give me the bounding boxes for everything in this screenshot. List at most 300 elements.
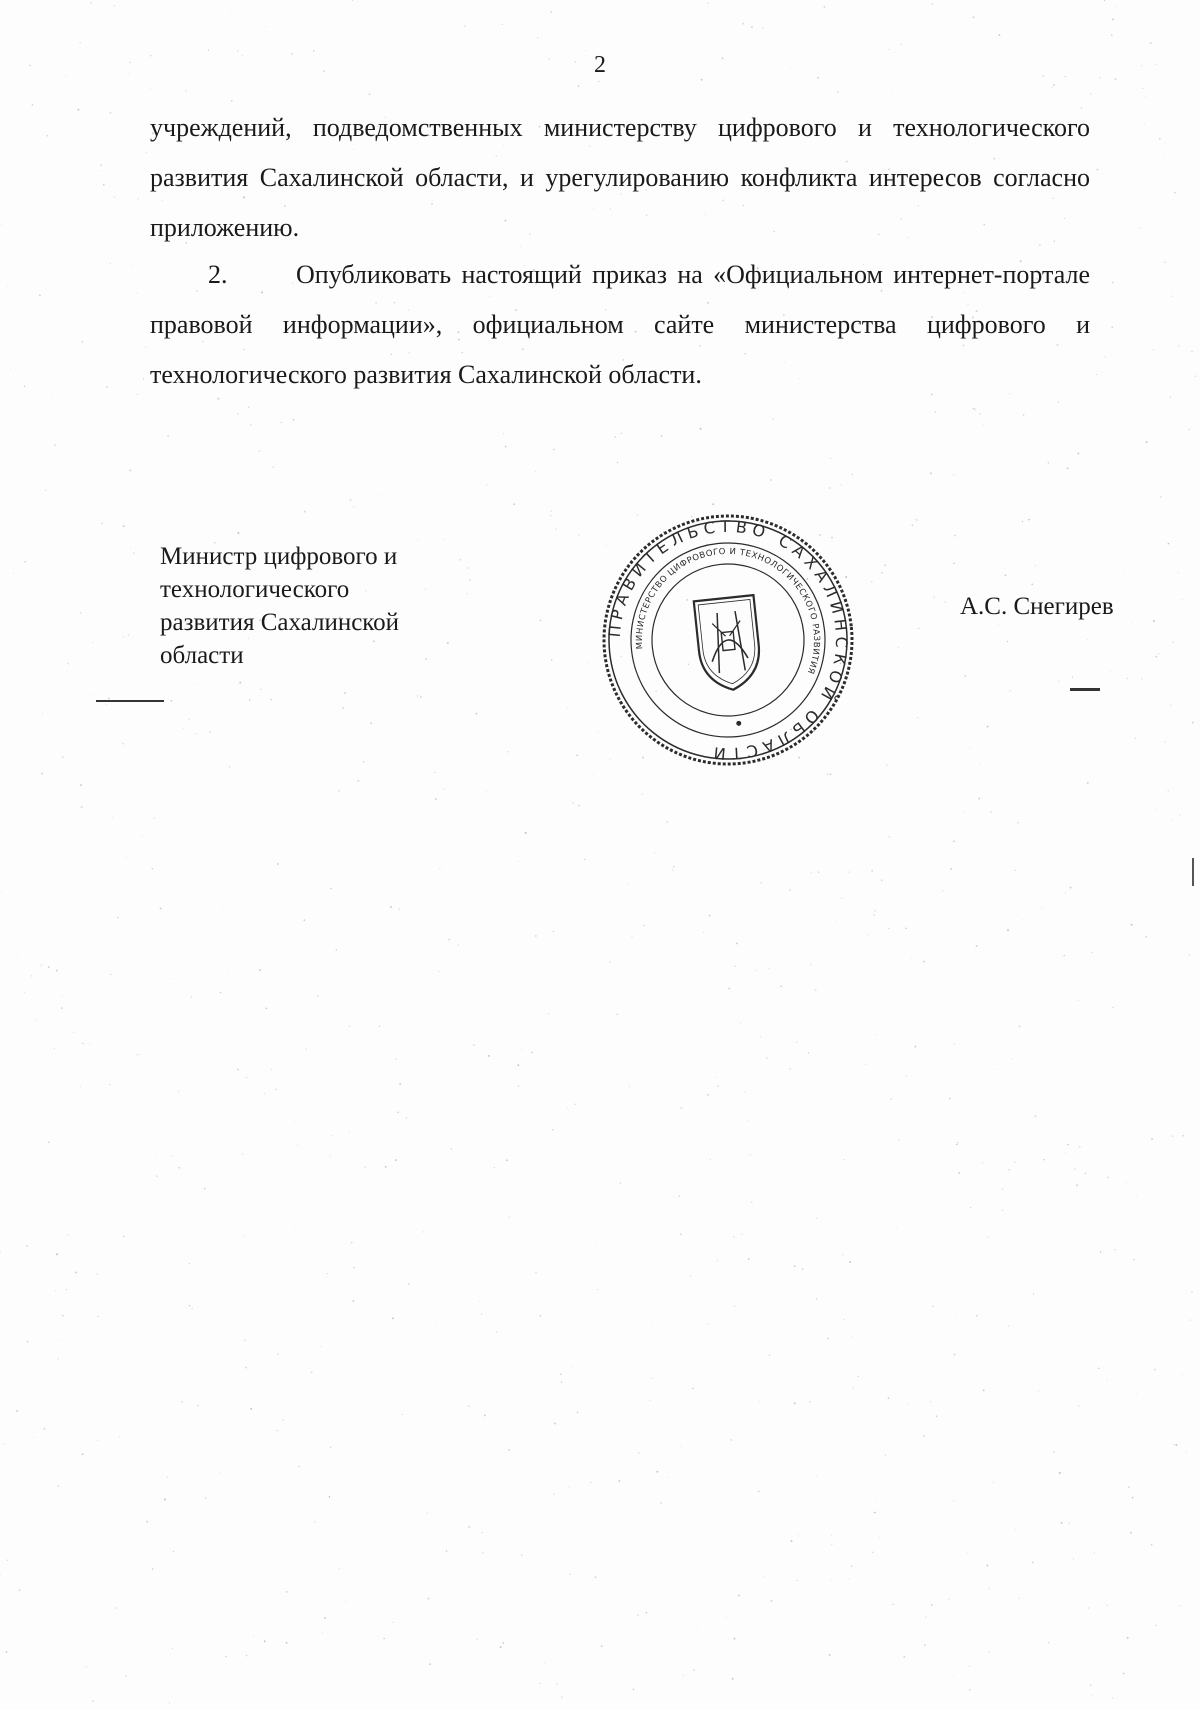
scan-speckle (1022, 521, 1023, 522)
scan-speckle (914, 1046, 916, 1048)
scan-speckle (502, 1642, 504, 1644)
scan-speckle (1188, 429, 1190, 431)
stamp-inner-text: МИНИСТЕРСТВО ЦИФРОВОГО И ТЕХНОЛОГИЧЕСКОГО РАЗВИТИЯ (634, 546, 822, 676)
scan-speckle (329, 1496, 330, 1497)
scan-speckle (770, 479, 772, 481)
scan-speckle (717, 1086, 718, 1087)
scan-speckle (617, 462, 619, 464)
scan-speckle (681, 1446, 682, 1447)
scan-speckle (708, 1324, 709, 1325)
scan-speckle (486, 791, 487, 792)
scan-speckle (443, 788, 444, 789)
scan-speckle (666, 821, 668, 823)
scan-speckle (990, 811, 992, 813)
scan-speckle (473, 1044, 475, 1046)
scan-speckle (967, 1553, 968, 1554)
scan-speckle (881, 879, 883, 881)
scan-speckle (572, 1366, 573, 1367)
scan-speckle (873, 914, 875, 916)
scan-speckle (852, 1387, 853, 1388)
scan-speckle (484, 1415, 486, 1417)
scan-speckle (561, 1381, 563, 1383)
scan-speckle (950, 868, 952, 870)
scan-speckle (521, 1554, 522, 1555)
scan-speckle (956, 1144, 958, 1146)
scan-speckle (888, 1397, 890, 1399)
scan-speckle (123, 636, 124, 637)
scan-speckle (1106, 1380, 1107, 1381)
scan-speckle (865, 1064, 866, 1065)
scan-speckle (1168, 543, 1170, 545)
scan-speckle (364, 1166, 366, 1168)
scan-speckle (816, 1298, 817, 1299)
scan-speckle (45, 490, 46, 491)
scan-speckle (314, 1522, 315, 1523)
scan-speckle (551, 511, 552, 512)
scan-speckle (56, 970, 58, 972)
scan-speckle (61, 1007, 63, 1009)
scan-speckle (554, 1494, 555, 1495)
scan-speckle (330, 1155, 331, 1156)
scan-speckle (989, 1588, 990, 1589)
scan-speckle (55, 1290, 56, 1291)
scan-speckle (841, 897, 842, 898)
scan-speckle (496, 537, 497, 538)
scan-speckle (912, 524, 914, 526)
scan-speckle (503, 433, 504, 434)
scan-speckle (973, 16, 975, 18)
scan-speckle (220, 1473, 221, 1474)
scan-speckle (843, 1319, 844, 1320)
scan-speckle (949, 1599, 950, 1600)
scan-speckle (827, 773, 829, 775)
scan-speckle (446, 1550, 448, 1552)
scan-speckle (1043, 1159, 1044, 1160)
scan-speckle (1064, 955, 1065, 956)
scan-speckle (740, 1022, 741, 1023)
scan-speckle (369, 93, 371, 95)
scan-speckle (649, 1399, 650, 1400)
scan-speckle (761, 882, 762, 883)
scan-speckle (1098, 1368, 1100, 1370)
scan-speckle (130, 547, 131, 548)
scan-speckle (930, 473, 932, 475)
scan-speckle (150, 89, 151, 90)
scan-speckle (1111, 327, 1113, 329)
scan-speckle (152, 1568, 154, 1570)
scan-speckle (715, 1077, 716, 1078)
scan-speckle (734, 966, 736, 968)
scan-speckle (1098, 651, 1099, 652)
scan-speckle (983, 424, 984, 425)
scan-speckle (1195, 375, 1197, 377)
scan-speckle (903, 1656, 905, 1658)
scan-speckle (16, 1410, 18, 1412)
scan-speckle (1096, 374, 1097, 375)
scan-speckle (1087, 639, 1088, 640)
scan-speckle (851, 1566, 852, 1567)
scan-speckle (7, 1560, 8, 1561)
scan-speckle (1072, 676, 1073, 677)
scan-speckle (755, 970, 756, 971)
scan-speckle (521, 1049, 522, 1050)
scan-speckle (428, 1598, 430, 1600)
scan-speckle (439, 868, 440, 869)
scan-speckle (1014, 870, 1015, 871)
scan-speckle (77, 109, 79, 111)
scan-speckle (1078, 453, 1080, 455)
scan-speckle (830, 458, 831, 459)
scan-speckle (32, 104, 34, 106)
scan-speckle (973, 408, 975, 410)
scan-speckle (1135, 738, 1137, 740)
scan-speckle (1156, 809, 1157, 810)
scan-speckle (191, 996, 193, 998)
scan-speckle (898, 647, 899, 648)
scan-speckle (849, 1261, 851, 1263)
scan-speckle (594, 95, 595, 96)
scan-speckle (1128, 1486, 1130, 1488)
scan-speckle (561, 1696, 563, 1698)
scan-speckle (982, 1162, 983, 1163)
scan-speckle (222, 906, 223, 907)
scan-speckle (881, 572, 883, 574)
scan-speckle (728, 988, 730, 990)
scan-speckle (1058, 401, 1059, 402)
scan-speckle (19, 1589, 21, 1591)
scan-speckle (791, 1540, 793, 1542)
scan-speckle (122, 743, 124, 745)
scan-speckle (1094, 1553, 1095, 1554)
scan-speckle (164, 1499, 166, 1501)
scan-speckle (987, 726, 989, 728)
scan-speckle (1156, 1625, 1157, 1626)
scan-speckle (51, 396, 52, 397)
scan-speckle (305, 1048, 306, 1049)
scan-speckle (680, 1107, 682, 1109)
scan-speckle (666, 1477, 667, 1478)
scan-speckle (769, 1354, 771, 1356)
scan-speckle (0, 1252, 1, 1253)
scan-speckle (578, 534, 580, 536)
scan-speckle (868, 1535, 869, 1536)
scan-speckle (1048, 1642, 1049, 1643)
scan-speckle (1061, 1522, 1063, 1524)
scan-speckle (875, 910, 876, 911)
scan-speckle (655, 853, 656, 854)
scan-speckle (672, 869, 673, 870)
scan-speckle (98, 170, 99, 171)
scan-speckle (1078, 1405, 1079, 1406)
scan-speckle (57, 1358, 58, 1359)
scan-speckle (349, 1131, 350, 1132)
scan-speckle (110, 112, 112, 114)
scan-speckle (294, 1120, 295, 1121)
scan-speckle (548, 1013, 549, 1014)
scan-speckle (535, 935, 536, 936)
scan-speckle (1179, 1605, 1180, 1606)
scan-speckle (86, 1666, 87, 1667)
scan-speckle (889, 836, 891, 838)
scan-speckle (1104, 356, 1105, 357)
scan-speckle (1031, 583, 1033, 585)
scan-speckle (1145, 936, 1147, 938)
scan-speckle (1189, 1319, 1190, 1320)
scan-speckle (790, 1068, 792, 1070)
scan-speckle (123, 1236, 125, 1238)
scan-speckle (736, 942, 738, 944)
scan-speckle (380, 495, 381, 496)
scan-speckle (172, 1156, 173, 1157)
scan-speckle (260, 689, 261, 690)
scan-speckle (1002, 1210, 1004, 1212)
scan-speckle (1087, 782, 1089, 784)
scan-speckle (56, 1253, 58, 1255)
scan-speckle (697, 1626, 698, 1627)
scan-speckle (509, 1216, 510, 1217)
scan-speckle (423, 1231, 424, 1232)
scan-speckle (137, 1054, 139, 1056)
scan-speckle (227, 973, 228, 974)
scan-speckle (1124, 570, 1125, 571)
scan-speckle (552, 1129, 553, 1130)
scan-speckle (96, 185, 97, 186)
scan-speckle (114, 197, 115, 198)
scan-speckle (10, 368, 11, 369)
scan-speckle (1112, 1007, 1114, 1009)
scan-speckle (560, 1373, 562, 1375)
scan-speckle (172, 1648, 173, 1649)
scan-speckle (103, 184, 105, 186)
scan-speckle (652, 1323, 653, 1324)
scan-speckle (31, 975, 32, 976)
scan-speckle (237, 1068, 239, 1070)
scan-speckle (1189, 954, 1190, 955)
scan-speckle (830, 1580, 831, 1581)
scan-speckle (188, 719, 189, 720)
scan-speckle (106, 704, 107, 705)
scan-speckle (824, 6, 826, 8)
scan-speckle (352, 1300, 354, 1302)
scan-speckle (1065, 1153, 1066, 1154)
scan-speckle (588, 662, 589, 663)
scan-speckle (332, 1135, 333, 1136)
scan-speckle (351, 1242, 352, 1243)
scan-artifact-mark (96, 700, 164, 702)
scan-speckle (286, 1642, 288, 1644)
scan-speckle (259, 969, 261, 971)
scan-speckle (17, 957, 18, 958)
scan-speckle (390, 906, 392, 908)
scan-speckle (436, 1325, 437, 1326)
scan-speckle (762, 28, 763, 29)
scan-speckle (1035, 565, 1036, 566)
scan-speckle (651, 1378, 652, 1379)
scan-speckle (1173, 642, 1174, 643)
scan-speckle (488, 1055, 490, 1057)
scan-speckle (829, 773, 831, 775)
scan-speckle (427, 1512, 428, 1513)
scan-speckle (0, 1574, 1, 1575)
signer-title-line: развития Сахалинской (160, 609, 400, 636)
scan-speckle (631, 936, 632, 937)
scan-speckle (283, 1420, 284, 1421)
scan-speckle (178, 1167, 180, 1169)
paragraph-2-text: Опубликовать настоящий приказ на «Официальном интернет-портале правовой информации», официальном сайте министерства цифрового и технологического развития Сахалинской области. (150, 260, 1090, 389)
scan-speckle (438, 971, 440, 973)
scan-speckle (41, 773, 43, 775)
scan-speckle (393, 1622, 394, 1623)
scan-speckle (68, 663, 70, 665)
scan-speckle (884, 564, 886, 566)
scan-speckle (451, 1148, 452, 1149)
scan-speckle (248, 406, 250, 408)
scan-speckle (568, 1486, 569, 1487)
scan-speckle (931, 1494, 932, 1495)
scan-speckle (7, 285, 8, 286)
scan-speckle (1079, 1146, 1081, 1148)
scan-speckle (886, 764, 888, 766)
scan-speckle (816, 1218, 817, 1219)
scan-speckle (136, 293, 137, 294)
scan-speckle (178, 1091, 179, 1092)
scan-speckle (6, 1651, 8, 1653)
scan-speckle (1069, 1522, 1070, 1523)
scan-speckle (703, 932, 704, 933)
scan-speckle (277, 1353, 279, 1355)
scan-speckle (970, 1207, 971, 1208)
scan-speckle (849, 872, 850, 873)
scan-speckle (1091, 952, 1093, 954)
scan-speckle (891, 1098, 892, 1099)
scan-speckle (734, 1305, 736, 1307)
scan-speckle (906, 1075, 907, 1076)
scan-speckle (90, 2, 92, 4)
scan-speckle (998, 34, 1000, 36)
scan-speckle (469, 579, 471, 581)
scan-speckle (482, 1552, 484, 1554)
scan-speckle (82, 341, 84, 343)
scan-speckle (831, 1535, 832, 1536)
scan-speckle (1171, 296, 1172, 297)
scan-speckle (1178, 345, 1179, 346)
scan-speckle (13, 1165, 14, 1166)
scan-speckle (62, 995, 63, 996)
scan-speckle (167, 1477, 168, 1478)
scan-speckle (905, 927, 907, 929)
scan-speckle (683, 1675, 684, 1676)
scan-speckle (114, 5, 115, 6)
scan-speckle (246, 1655, 248, 1657)
scan-speckle (923, 1435, 925, 1437)
scan-speckle (90, 1043, 91, 1044)
scan-speckle (944, 601, 946, 603)
scan-speckle (925, 1617, 926, 1618)
scan-speckle (911, 958, 912, 959)
scan-speckle (58, 1485, 60, 1487)
scan-speckle (539, 1683, 540, 1684)
scan-speckle (92, 1700, 94, 1702)
scan-speckle (357, 780, 359, 782)
scan-speckle (597, 1289, 598, 1290)
scan-speckle (590, 1482, 592, 1484)
scan-speckle (751, 1201, 753, 1203)
scan-speckle (595, 1576, 597, 1578)
scan-speckle (1132, 1497, 1134, 1499)
scan-speckle (1015, 1529, 1016, 1530)
scan-speckle (1074, 1168, 1075, 1169)
scan-speckle (1067, 467, 1069, 469)
scan-speckle (392, 1317, 394, 1319)
scan-speckle (553, 449, 555, 451)
scan-speckle (349, 1026, 351, 1028)
scan-speckle (1164, 153, 1165, 154)
scan-speckle (408, 1284, 409, 1285)
scan-speckle (535, 471, 536, 472)
scan-speckle (1007, 641, 1008, 642)
scan-speckle (476, 712, 477, 713)
scan-speckle (918, 628, 920, 630)
scan-speckle (448, 939, 450, 941)
scan-speckle (1155, 656, 1157, 658)
scan-speckle (27, 1341, 29, 1343)
scan-artifact-mark (1070, 688, 1100, 691)
scan-speckle (117, 917, 118, 918)
scan-speckle (993, 1482, 994, 1483)
scan-speckle (525, 832, 527, 834)
scan-speckle (237, 532, 239, 534)
scan-speckle (502, 24, 503, 25)
scan-speckle (744, 1092, 745, 1093)
page-number: 2 (594, 52, 606, 78)
scan-speckle (1112, 18, 1114, 20)
scan-speckle (293, 419, 295, 421)
scan-speckle (1136, 1393, 1137, 1394)
scan-speckle (629, 1086, 630, 1087)
scan-speckle (1067, 1144, 1069, 1146)
scan-speckle (383, 1638, 384, 1639)
stamp-outer-text: ПРАВИТЕЛЬСТВО САХАЛИНСКОЙ ОБЛАСТИ (604, 516, 852, 764)
scan-speckle (1062, 956, 1063, 957)
scan-speckle (264, 1093, 266, 1095)
scan-speckle (1064, 1105, 1065, 1106)
scan-speckle (700, 428, 702, 430)
scan-speckle (191, 1308, 193, 1310)
scan-speckle (250, 424, 252, 426)
scan-speckle (656, 1471, 658, 1473)
scan-speckle (468, 1405, 470, 1407)
scan-speckle (577, 1412, 579, 1414)
scan-speckle (435, 798, 437, 800)
scan-speckle (969, 748, 970, 749)
scan-speckle (327, 1273, 328, 1274)
scan-speckle (250, 1408, 252, 1410)
scan-speckle (259, 450, 260, 451)
scan-speckle (567, 1108, 568, 1109)
scan-speckle (1144, 124, 1145, 125)
scan-speckle (216, 1110, 217, 1111)
scan-speckle (1097, 169, 1099, 171)
scan-speckle (1131, 622, 1132, 623)
scan-speckle (138, 198, 139, 199)
scan-speckle (742, 1234, 743, 1235)
scan-speckle (1008, 1169, 1010, 1171)
scan-speckle (101, 523, 103, 525)
scan-speckle (628, 883, 629, 884)
scan-speckle (1107, 1605, 1108, 1606)
scan-speckle (620, 1183, 621, 1184)
scan-speckle (1038, 1390, 1039, 1391)
